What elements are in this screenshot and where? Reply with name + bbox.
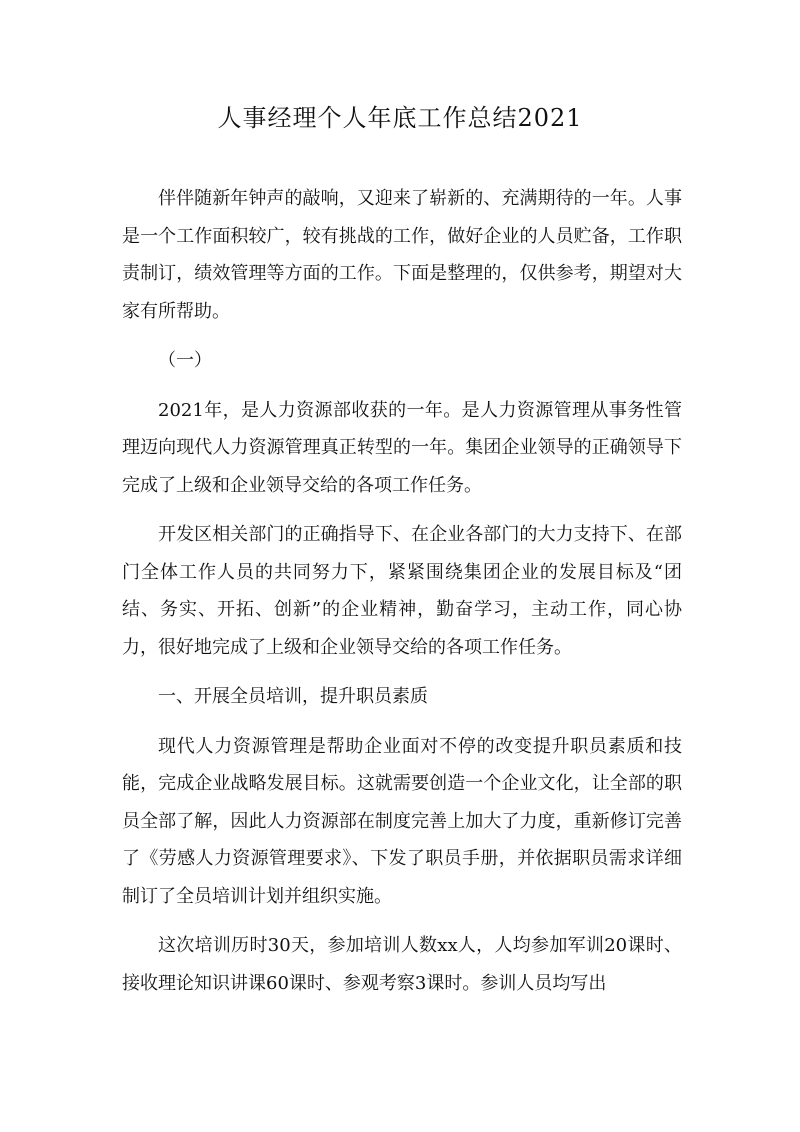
paragraph-development: 开发区相关部门的正确指导下、在企业各部门的大力支持下、在部门全体工作人员的共同努力下，紧紧围绕集团企业的发展目标及“团结、务实、开拓、创新”的企业精神，勤奋学习，主动工作，同心协力，很好地完成了上级和企业领导交给的各项工作任务。 bbox=[122, 524, 682, 658]
paragraph-hr-management: 现代人力资源管理是帮助企业面对不停的改变提升职员素质和技能，完成企业战略发展目标。这就需要创造一个企业文化，让全部的职员全部了解，因此人力资源部在制度完善上加大了力度，重新修订完善了《劳感人力资源管理要求》、下发了职员手册，并依据职员需求详细制订了全员培训计划并组织实施。 bbox=[122, 735, 682, 907]
document-title: 人事经理个人年底工作总结2021 bbox=[217, 104, 583, 132]
section-marker: （一） bbox=[158, 350, 212, 371]
paragraph-training-details: 这次培训历时30天，参加培训人数xx人，人均参加军训20课时、接收理论知识讲课60课时、参观考察3课时。参训人员均写出 bbox=[122, 935, 682, 994]
document-body bbox=[122, 180, 682, 1014]
paragraph-2021-summary: 2021年，是人力资源部收获的一年。是人力资源管理从事务性管理迈向现代人力资源管理真正转型的一年。集团企业领导的正确领导下完成了上级和企业领导交给的各项工作任务。 bbox=[122, 399, 682, 496]
paragraph-intro: 伴伴随新年钟声的敲响，又迎来了崭新的、充满期待的一年。人事是一个工作面积较广，较有挑战的工作，做好企业的人员贮备，工作职责制订，绩效管理等方面的工作。下面是整理的，仅供参考，期望对大家有所帮助。 bbox=[122, 188, 682, 322]
section-heading-training: 一、开展全员培训，提升职员素质 bbox=[158, 686, 428, 707]
